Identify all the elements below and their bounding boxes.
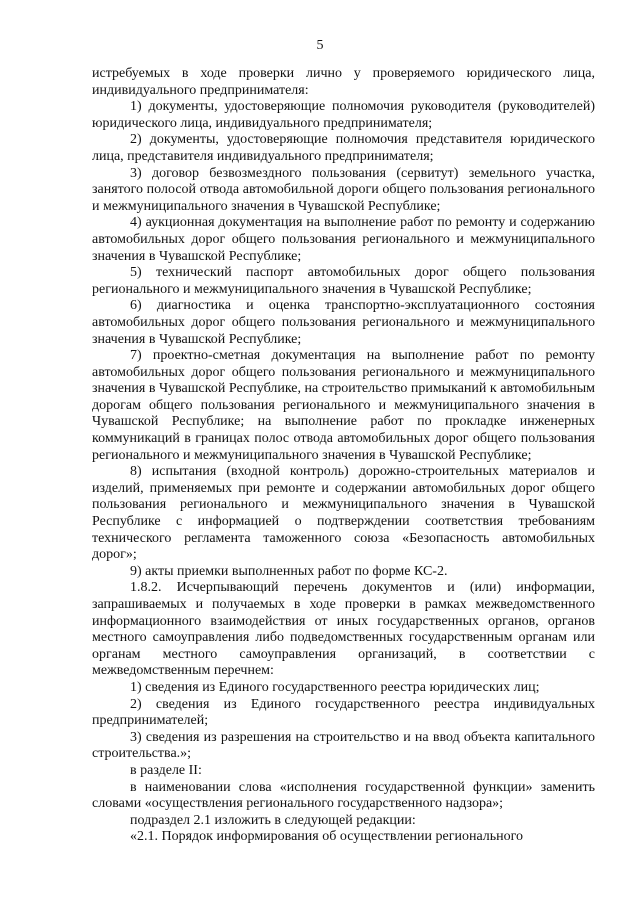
title-amendment: в наименовании слова «исполнения государственной функции» заменить словами «осуществления регионального государственного надзора»; <box>92 779 595 812</box>
list-item-1: 1) документы, удостоверяющие полномочия руководителя (руководителей) юридического лица, индивидуального предпринимателя; <box>92 99 595 131</box>
section-1-8-2: 1.8.2. Исчерпывающий перечень документов и (или) информации, запрашиваемых и получаемых в ходе проверки в рамках межведомственного информационного взаимодействия от иных государственных органов, органов местного самоуправления либо подведомственных государственным органам или органам местного самоуправления организаций, в соответствии с межведомственным перечнем: <box>92 580 595 679</box>
interagency-item-2: 2) сведения из Единого государственного реестра индивидуальных предпринимателей; <box>92 696 595 729</box>
subsection-2-1-text: «2.1. Порядок информирования об осуществлении регионального <box>130 829 524 845</box>
list-item-9: 9) акты приемки выполненных работ по форме КС-2. <box>130 563 448 579</box>
list-item-6: 6) диагностика и оценка транспортно-эксплуатационного состояния автомобильных дорог общего пользования регионального и межмуниципального значения в Чувашской Республике; <box>92 298 595 347</box>
list-item-8: 8) испытания (входной контроль) дорожно-строительных материалов и изделий, применяемых при ремонте и содержании автомобильных дорог общего пользования регионального и межмуниципального значения в Чувашской Республике с информацией о подтверждении соответствия требованиям технического регламента таможенного союза «Безопасность автомобильных дорог»; <box>92 464 595 563</box>
list-item-4: 4) аукционная документация на выполнение работ по ремонту и содержанию автомобильных дорог общего пользования регионального и межмуниципального значения в Чувашской Республике; <box>92 215 595 264</box>
document-body <box>92 66 595 846</box>
list-item-2: 2) документы, удостоверяющие полномочия представителя юридического лица, представителя индивидуального предпринимателя; <box>92 132 595 164</box>
list-item-3: 3) договор безвозмездного пользования (сервитут) земельного участка, занятого полосой отвода автомобильной дороги общего пользования регионального и межмуниципального значения в Чувашской Республике; <box>92 165 595 214</box>
paragraph-continuation: истребуемых в ходе проверки лично у проверяемого юридического лица, индивидуального предпринимателя: <box>92 66 595 98</box>
list-item-5: 5) технический паспорт автомобильных дорог общего пользования регионального и межмуниципального значения в Чувашской Республике; <box>92 265 595 297</box>
interagency-item-1: 1) сведения из Единого государственного реестра юридических лиц; <box>130 679 540 695</box>
page-number: 5 <box>316 38 324 53</box>
subsection-2-1-amendment: подраздел 2.1 изложить в следующей редакции: <box>130 812 416 828</box>
list-item-7: 7) проектно-сметная документация на выполнение работ по ремонту автомобильных дорог общего пользования регионального и межмуниципального значения в Чувашской Республике, на строительство примыканий к автомобильным дорогам общего пользования регионального и межмуниципального значения в Чувашской Республике; на выполнение работ по прокладке инженерных коммуникаций в границах полос отвода автомобильных дорог общего пользования регионального и межмуниципального значения в Чувашской Республике; <box>92 348 595 463</box>
section-2-heading-amendment: в разделе II: <box>130 762 202 778</box>
interagency-item-3: 3) сведения из разрешения на строительство и на ввод объекта капитального строительства.»; <box>92 729 595 762</box>
